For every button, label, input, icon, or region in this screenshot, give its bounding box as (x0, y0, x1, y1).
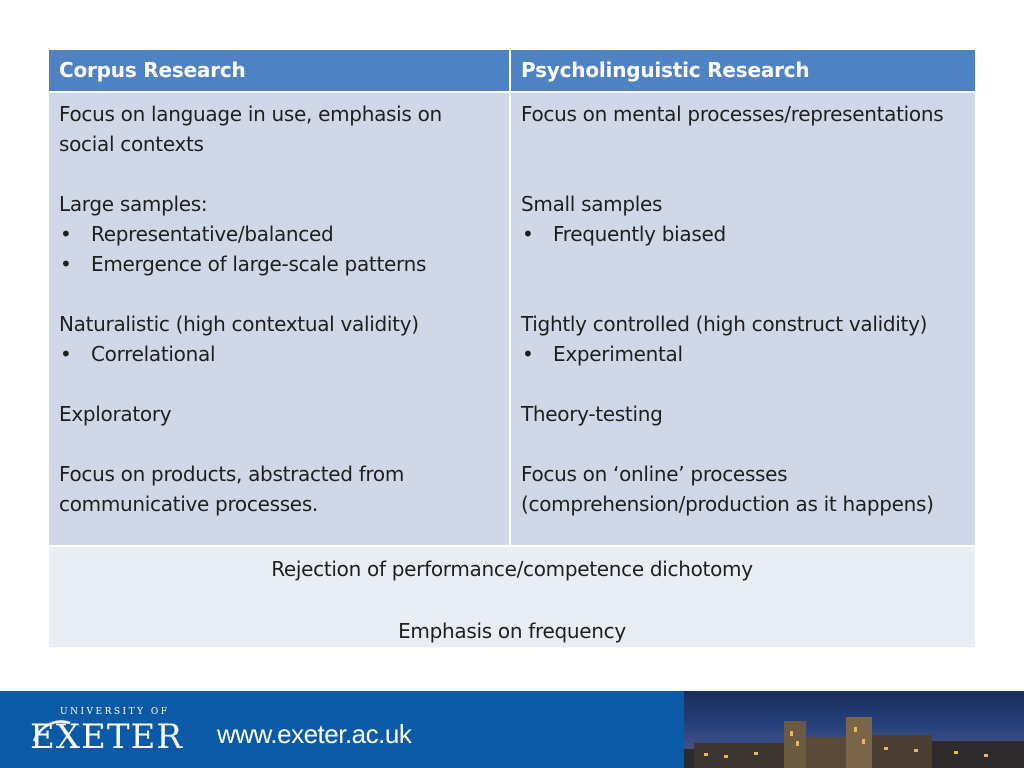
psycho-method-heading: Tightly controlled (high construct validity) (521, 312, 928, 336)
list-item (59, 339, 501, 369)
table-header-row (49, 50, 975, 91)
bullet-icon: • (522, 342, 534, 366)
psycho-method-bullet-1: Experimental (553, 342, 683, 366)
cathedral-silhouette-icon (684, 691, 1024, 768)
bullet-icon: • (522, 222, 534, 246)
shared-line-2: Emphasis on frequency (398, 619, 626, 643)
logo-swoosh-icon (32, 717, 72, 747)
psycholinguistic-column (511, 93, 975, 545)
corpus-column (49, 93, 511, 545)
cathedral-photo (684, 691, 1024, 768)
corpus-focus-line-2: social contexts (59, 132, 204, 156)
website-link[interactable]: www.exeter.ac.uk (217, 719, 412, 749)
shared-line-1: Rejection of performance/competence dichotomy (271, 557, 753, 581)
header-psycholinguistic-research: Psycholinguistic Research (511, 50, 975, 91)
psycho-samples-heading: Small samples (521, 192, 663, 216)
logo-exeter: EXETER (30, 717, 183, 757)
logo-university-of: UNIVERSITY OF (60, 707, 170, 717)
corpus-focus-line-1: Focus on language in use, emphasis on (59, 102, 442, 126)
header-corpus-research: Corpus Research (49, 50, 511, 91)
corpus-method-bullet-1: Correlational (91, 342, 216, 366)
corpus-sample-bullet-1: Representative/balanced (91, 222, 334, 246)
corpus-products-line-2: communicative processes. (59, 492, 318, 516)
list-item (521, 339, 967, 369)
psycho-approach: Theory-testing (521, 402, 663, 426)
footer-banner (0, 691, 1024, 768)
corpus-approach: Exploratory (59, 402, 172, 426)
psycho-products-line-2: (comprehension/production as it happens) (521, 492, 934, 516)
bullet-icon: • (60, 222, 72, 246)
psycho-focus-line-1: Focus on mental processes/representations (521, 102, 944, 126)
corpus-method-heading: Naturalistic (high contextual validity) (59, 312, 419, 336)
list-item (59, 249, 501, 279)
university-logo[interactable] (30, 707, 183, 757)
bullet-icon: • (60, 342, 72, 366)
psycho-sample-bullet-1: Frequently biased (553, 222, 726, 246)
list-item (521, 219, 967, 249)
table-body-row (49, 91, 975, 545)
corpus-products-line-1: Focus on products, abstracted from (59, 462, 405, 486)
psycho-products-line-1: Focus on ‘online’ processes (521, 462, 788, 486)
bullet-icon: • (60, 252, 72, 276)
comparison-table (49, 50, 975, 647)
corpus-samples-heading: Large samples: (59, 192, 208, 216)
shared-row (49, 545, 975, 647)
corpus-sample-bullet-2: Emergence of large-scale patterns (91, 252, 427, 276)
list-item (59, 219, 501, 249)
